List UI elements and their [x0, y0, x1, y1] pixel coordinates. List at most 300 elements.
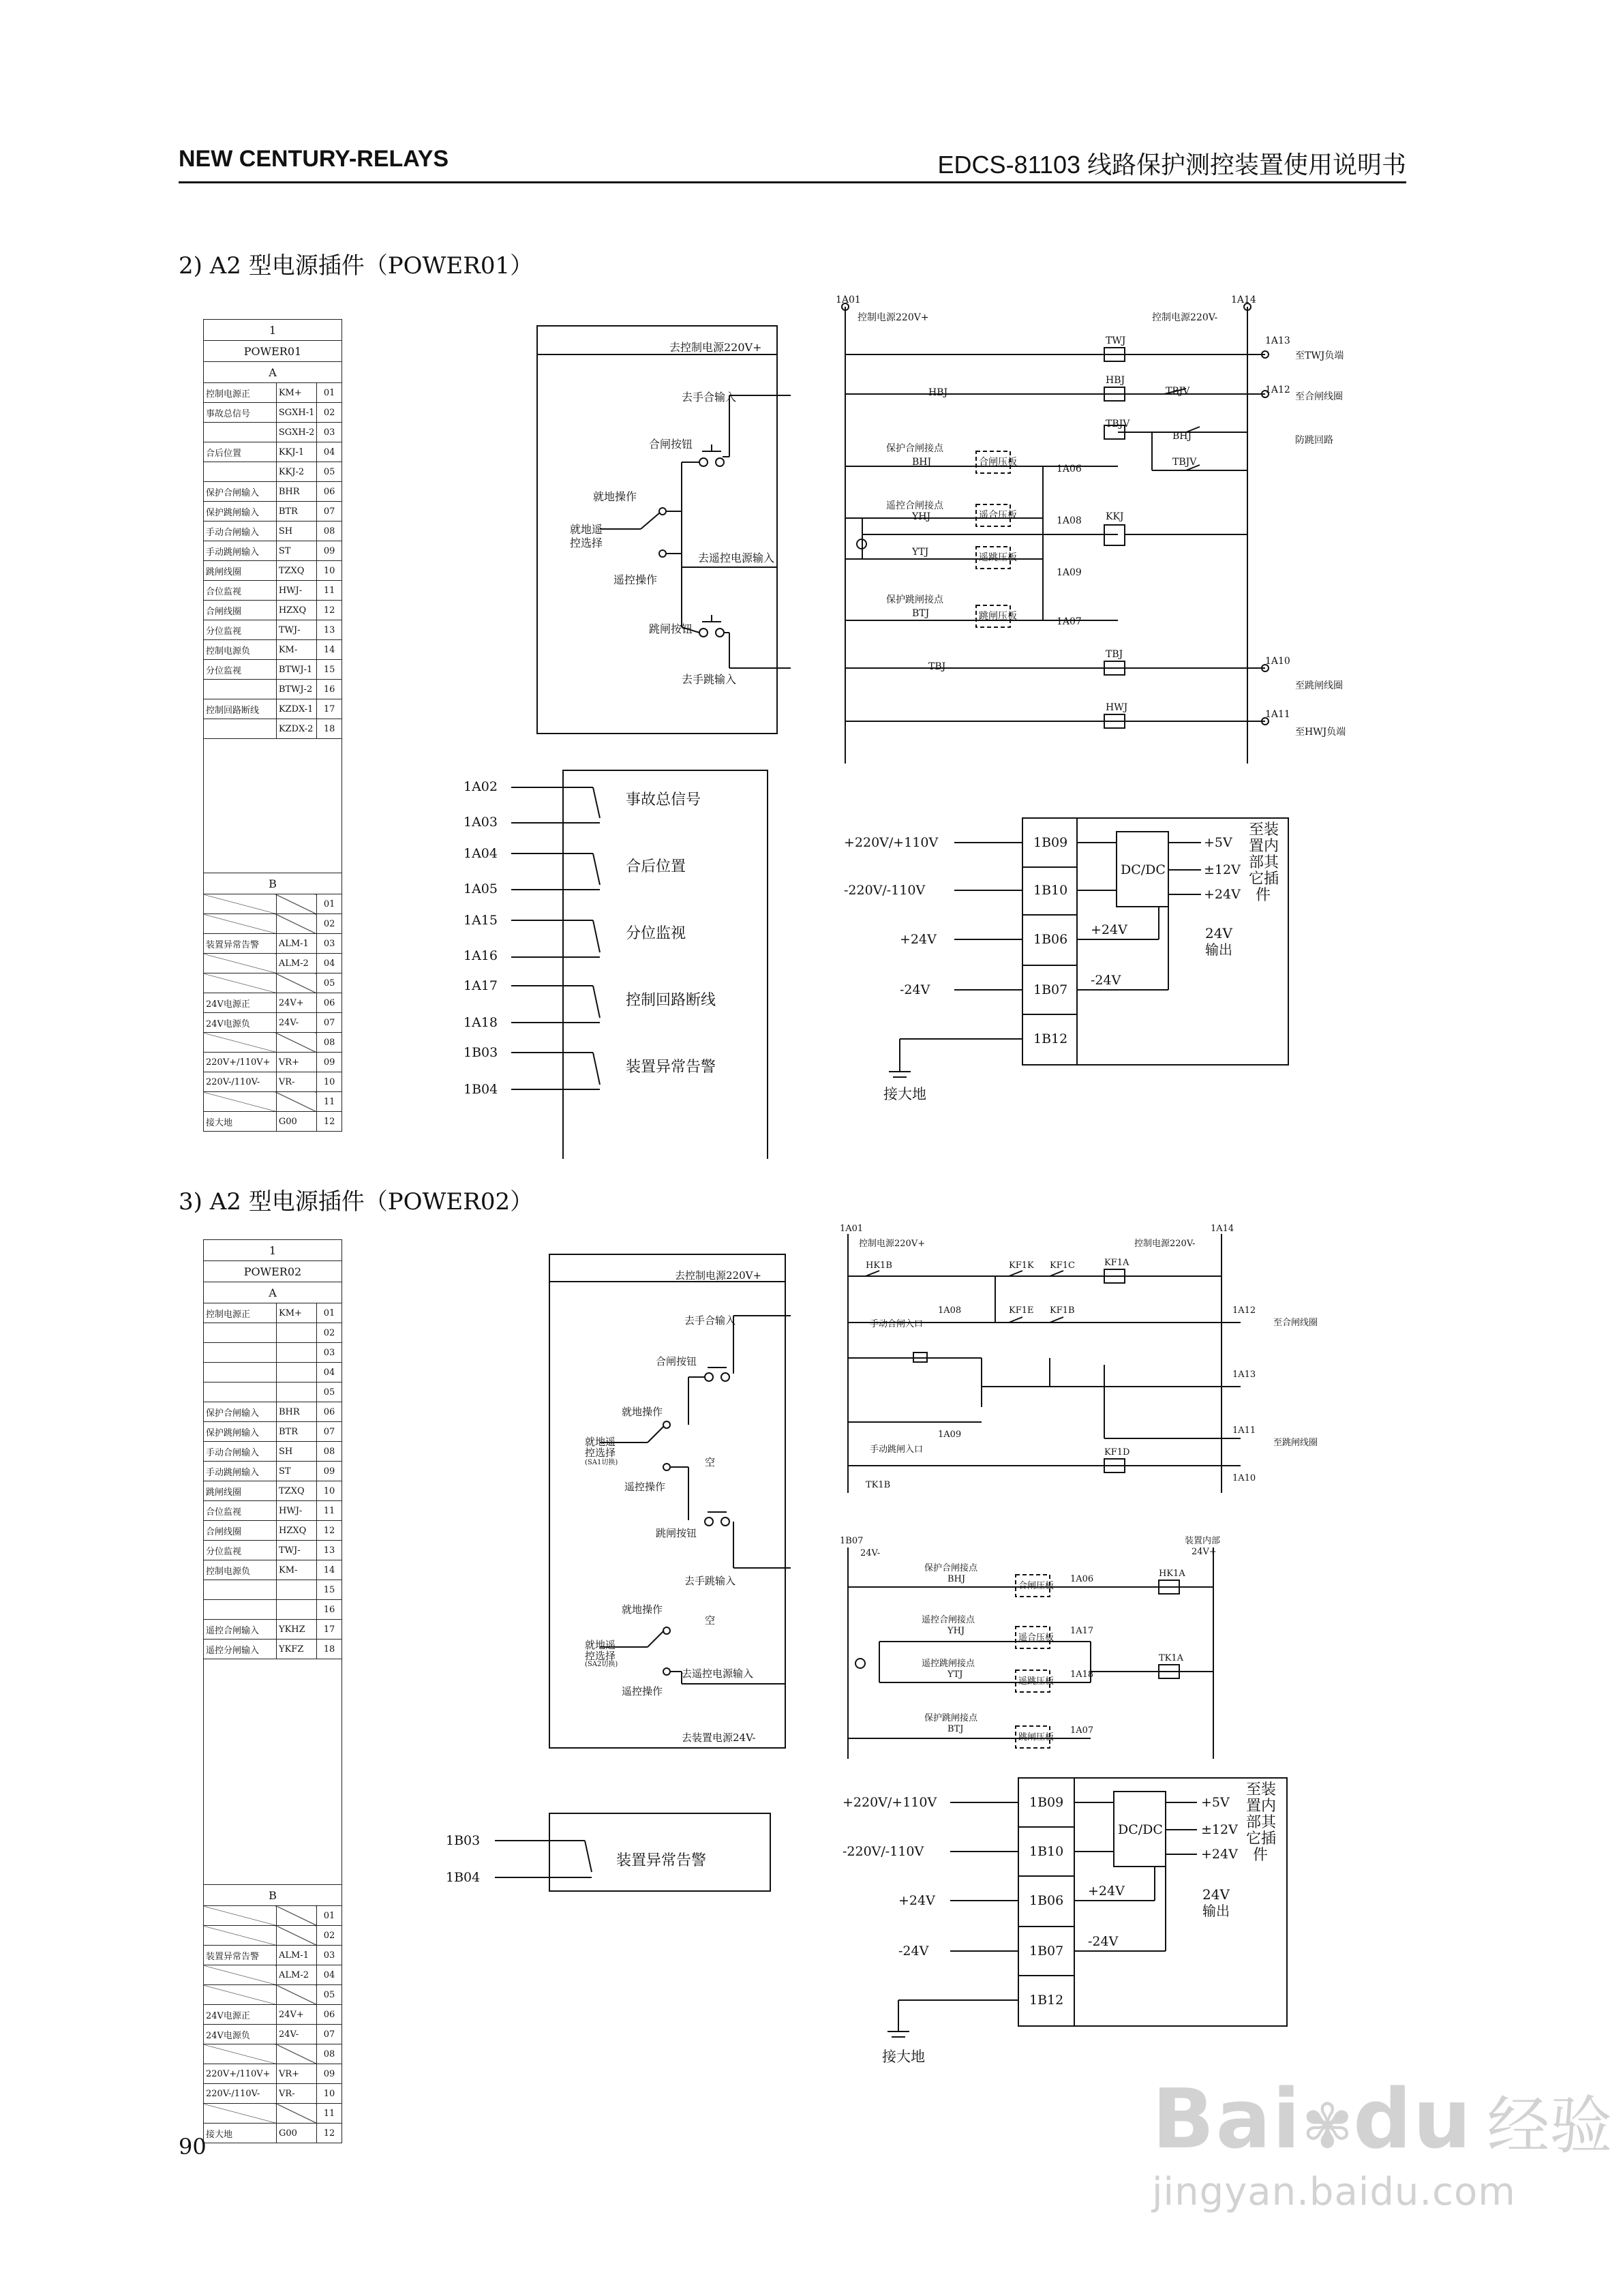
- control-circuit-1: [842, 303, 1269, 764]
- row-num: 09: [317, 1462, 342, 1481]
- row-num: 03: [317, 934, 342, 954]
- row-num: 10: [317, 1481, 342, 1501]
- svg-text:遥控合闸接点: 遥控合闸接点: [886, 500, 943, 511]
- svg-text:置内: 置内: [1246, 1798, 1277, 1815]
- svg-text:1A06: 1A06: [1057, 464, 1082, 474]
- row-desc: 控制电源正: [204, 1303, 277, 1323]
- svg-text:1B10: 1B10: [1033, 883, 1068, 898]
- row-num: 04: [317, 1965, 342, 1985]
- svg-text:1A12: 1A12: [1265, 384, 1290, 395]
- svg-text:去遥控电源输入: 去遥控电源输入: [682, 1667, 754, 1680]
- row-desc: 控制电源正: [204, 383, 277, 403]
- row-num: 07: [317, 1422, 342, 1442]
- row-num: 05: [317, 1985, 342, 2005]
- row-num: 02: [317, 403, 342, 423]
- row-num: 12: [317, 1521, 342, 1541]
- svg-text:控选择: 控选择: [570, 537, 603, 549]
- header-rule: [179, 181, 1406, 183]
- row-desc: 保护合闸输入: [204, 482, 277, 502]
- svg-text:至HWJ负端: 至HWJ负端: [1295, 727, 1346, 738]
- table-name: POWER01: [204, 341, 342, 362]
- row-code: ST: [276, 541, 317, 561]
- group-a: A: [204, 362, 342, 383]
- svg-text:1B10: 1B10: [1029, 1844, 1064, 1859]
- row-code: TWJ-: [276, 620, 317, 640]
- svg-text:控选择: 控选择: [585, 1447, 616, 1459]
- svg-text:至TWJ负端: 至TWJ负端: [1295, 350, 1344, 361]
- svg-text:1A01: 1A01: [840, 1224, 864, 1234]
- svg-text:至跳闸线圈: 至跳闸线圈: [1273, 1438, 1318, 1448]
- row-num: 13: [317, 1541, 342, 1560]
- svg-text:TK1A: TK1A: [1159, 1653, 1184, 1663]
- page-number: 90: [179, 2134, 207, 2160]
- svg-text:-220V/-110V: -220V/-110V: [843, 1844, 924, 1859]
- svg-text:+24V: +24V: [898, 1893, 935, 1908]
- svg-text:+24V: +24V: [1088, 1884, 1125, 1899]
- group-b: B: [204, 873, 342, 894]
- row-code: KZDX-2: [276, 719, 317, 739]
- row-num: 01: [317, 383, 342, 403]
- svg-text:±12V: ±12V: [1201, 1822, 1238, 1837]
- svg-text:装置异常告警: 装置异常告警: [626, 1059, 716, 1076]
- row-code: 24V-: [276, 1013, 317, 1033]
- svg-text:保护合闸接点: 保护合闸接点: [924, 1563, 978, 1573]
- svg-text:防跳回路: 防跳回路: [1295, 435, 1333, 446]
- svg-text:置内: 置内: [1249, 838, 1279, 855]
- row-num: 05: [317, 1383, 342, 1402]
- row-code: ALM-1: [276, 934, 317, 954]
- svg-text:至合闸线圈: 至合闸线圈: [1295, 391, 1343, 402]
- row-num: 14: [317, 640, 342, 660]
- svg-text:遥合压板: 遥合压板: [979, 510, 1017, 521]
- row-code: ST: [277, 1462, 317, 1481]
- svg-text:±12V: ±12V: [1204, 862, 1241, 877]
- svg-text:去手合输入: 去手合输入: [682, 391, 737, 404]
- row-num: 15: [317, 1580, 342, 1600]
- svg-text:去控制电源220V+: 去控制电源220V+: [675, 1269, 762, 1282]
- row-code: KKJ-1: [276, 442, 317, 462]
- pin: 1B03: [446, 1833, 481, 1848]
- svg-text:-24V: -24V: [900, 982, 930, 997]
- svg-text:装置异常告警: 装置异常告警: [616, 1852, 707, 1869]
- section-2-diagrams: [0, 273, 1623, 1159]
- svg-text:+5V: +5V: [1204, 835, 1232, 850]
- row-desc: 220V-/110V-: [204, 2084, 277, 2104]
- baidu-watermark: [1152, 2072, 1612, 2214]
- row-desc: 接大地: [204, 2124, 277, 2143]
- svg-text:遥控合闸接点: 遥控合闸接点: [922, 1615, 975, 1625]
- watermark-logo: Bai: [1152, 2072, 1302, 2167]
- svg-text:就地操作: 就地操作: [593, 490, 637, 503]
- row-code: KM+: [276, 383, 317, 403]
- row-desc: 合闸线圈: [204, 1521, 277, 1541]
- svg-text:+24V: +24V: [900, 932, 937, 947]
- svg-text:TWJ: TWJ: [1106, 335, 1126, 346]
- svg-text:KF1B: KF1B: [1050, 1305, 1075, 1316]
- pin: 1A02: [464, 779, 498, 794]
- svg-text:1B09: 1B09: [1029, 1795, 1064, 1810]
- svg-text:HK1B: HK1B: [866, 1260, 892, 1271]
- row-code: BHR: [276, 482, 317, 502]
- svg-text:至跳闸线圈: 至跳闸线圈: [1295, 680, 1343, 691]
- row-num: 06: [317, 993, 342, 1013]
- pin: 1B04: [446, 1870, 481, 1885]
- svg-text:去控制电源220V+: 去控制电源220V+: [669, 341, 762, 354]
- svg-text:TBJ: TBJ: [1106, 649, 1123, 660]
- svg-text:-24V: -24V: [898, 1944, 929, 1959]
- svg-text:HWJ: HWJ: [1106, 702, 1128, 713]
- svg-text:+24V: +24V: [1091, 922, 1127, 937]
- svg-text:KF1E: KF1E: [1009, 1305, 1034, 1316]
- header-left: NEW CENTURY-RELAYS: [179, 146, 449, 172]
- row-num: 09: [317, 1053, 342, 1072]
- svg-text:1A17: 1A17: [1070, 1626, 1094, 1636]
- svg-text:1A11: 1A11: [1232, 1425, 1256, 1436]
- table-row: [204, 2124, 342, 2143]
- svg-text:接大地: 接大地: [882, 2049, 925, 2065]
- row-code: KZDX-1: [276, 699, 317, 719]
- pin: 1A04: [464, 846, 498, 861]
- section-3-title: 3) A2 型电源插件（POWER02）: [179, 1188, 534, 1215]
- row-desc: 合位监视: [204, 1501, 277, 1521]
- svg-text:部其: 部其: [1246, 1814, 1277, 1831]
- svg-text:(SA2切换): (SA2切换): [585, 1661, 618, 1668]
- svg-text:1B09: 1B09: [1033, 835, 1068, 850]
- row-num: 10: [317, 2084, 342, 2104]
- svg-text:1A10: 1A10: [1265, 656, 1290, 667]
- row-num: 06: [317, 482, 342, 502]
- svg-text:合闸按钮: 合闸按钮: [649, 438, 693, 451]
- section-2-title: 2) A2 型电源插件（POWER01）: [179, 252, 534, 280]
- row-num: 04: [317, 954, 342, 973]
- row-desc: 控制电源负: [204, 640, 277, 660]
- row-num: 02: [317, 1323, 342, 1343]
- svg-text:(SA1切换): (SA1切换): [585, 1459, 618, 1466]
- svg-text:+24V: +24V: [1201, 1847, 1238, 1862]
- row-num: 10: [317, 561, 342, 581]
- svg-text:TBJV: TBJV: [1172, 457, 1197, 468]
- row-num: 12: [317, 2124, 342, 2143]
- svg-text:1A14: 1A14: [1211, 1224, 1234, 1234]
- row-num: 07: [317, 1013, 342, 1033]
- svg-text:手动跳闸入口: 手动跳闸入口: [870, 1445, 924, 1455]
- svg-text:YTJ: YTJ: [912, 547, 929, 558]
- svg-text:-220V/-110V: -220V/-110V: [844, 883, 926, 898]
- svg-text:-24V: -24V: [1088, 1934, 1119, 1949]
- svg-text:+5V: +5V: [1201, 1795, 1230, 1810]
- row-num: 07: [317, 502, 342, 522]
- svg-text:1A10: 1A10: [1232, 1473, 1256, 1483]
- svg-text:去装置电源24V-: 去装置电源24V-: [682, 1732, 756, 1744]
- svg-text:1A11: 1A11: [1265, 709, 1290, 720]
- row-desc: 装置异常告警: [204, 934, 277, 954]
- svg-text:遥合压板: 遥合压板: [1018, 1633, 1055, 1643]
- pin: 1A17: [464, 978, 498, 993]
- row-code: TZXQ: [276, 561, 317, 581]
- svg-text:+220V/+110V: +220V/+110V: [843, 1795, 937, 1810]
- row-desc: 遥控分闸输入: [204, 1640, 277, 1659]
- row-code: VR-: [277, 2084, 317, 2104]
- svg-text:去遥控电源输入: 去遥控电源输入: [698, 552, 775, 564]
- svg-text:BHJ: BHJ: [912, 457, 932, 468]
- svg-text:遥控跳闸接点: 遥控跳闸接点: [922, 1659, 975, 1669]
- svg-text:就地遥: 就地遥: [585, 1436, 616, 1448]
- svg-text:遥跳压板: 遥跳压板: [979, 552, 1017, 563]
- watermark-cn: 经验: [1487, 2089, 1613, 2162]
- row-desc: 合闸线圈: [204, 601, 277, 620]
- row-num: 03: [317, 1343, 342, 1363]
- svg-text:去手合输入: 去手合输入: [684, 1314, 736, 1327]
- row-num: 08: [317, 522, 342, 541]
- row-num: 04: [317, 442, 342, 462]
- row-desc: 保护合闸输入: [204, 1402, 277, 1422]
- svg-text:合闸压板: 合闸压板: [979, 457, 1017, 468]
- row-desc: 装置异常告警: [204, 1946, 277, 1965]
- row-code: SH: [276, 522, 317, 541]
- row-desc: [204, 2104, 277, 2124]
- row-num: 01: [317, 1303, 342, 1323]
- row-code: BTWJ-2: [276, 680, 317, 699]
- svg-text:1A08: 1A08: [1057, 515, 1082, 526]
- row-desc: 合后位置: [204, 442, 277, 462]
- row-desc: 24V电源负: [204, 2025, 277, 2044]
- row-code: HZXQ: [276, 601, 317, 620]
- svg-text:1A06: 1A06: [1070, 1574, 1094, 1584]
- row-code: VR-: [276, 1072, 317, 1092]
- row-code: YKHZ: [277, 1620, 317, 1640]
- row-desc: 220V+/110V+: [204, 2064, 277, 2084]
- row-num: 02: [317, 1926, 342, 1946]
- svg-text:1B07: 1B07: [1033, 982, 1068, 997]
- svg-text:+24V: +24V: [1204, 887, 1241, 902]
- svg-text:空: 空: [705, 1456, 716, 1468]
- svg-text:HBJ: HBJ: [1106, 375, 1125, 386]
- paw-icon: ✾: [1301, 2091, 1353, 2162]
- row-code: HWJ-: [276, 581, 317, 601]
- pin: 1A05: [464, 881, 498, 896]
- row-desc: 220V+/110V+: [204, 1053, 277, 1072]
- svg-text:跳闸按钮: 跳闸按钮: [649, 622, 693, 635]
- row-code: 24V-: [277, 2025, 317, 2044]
- svg-text:空: 空: [705, 1614, 716, 1627]
- row-code: G00: [276, 1112, 317, 1132]
- row-code: ALM-2: [277, 1965, 317, 1985]
- row-num: 18: [317, 1640, 342, 1659]
- svg-text:1A13: 1A13: [1265, 335, 1290, 346]
- table-row: [204, 2104, 342, 2124]
- svg-text:1B12: 1B12: [1029, 1993, 1064, 2008]
- row-num: 03: [317, 423, 342, 442]
- svg-text:1A07: 1A07: [1070, 1725, 1094, 1736]
- svg-text:控选择: 控选择: [585, 1650, 616, 1662]
- svg-text:输出: 输出: [1202, 1903, 1230, 1919]
- row-desc: 手动合闸输入: [204, 522, 277, 541]
- row-num: 03: [317, 1946, 342, 1965]
- svg-text:手动合闸入口: 手动合闸入口: [870, 1319, 924, 1329]
- row-desc: 分位监视: [204, 1541, 277, 1560]
- svg-text:就地遥: 就地遥: [570, 523, 603, 536]
- row-desc: 220V-/110V-: [204, 1072, 277, 1092]
- svg-text:1B07: 1B07: [1029, 1944, 1064, 1959]
- row-desc: 分位监视: [204, 660, 277, 680]
- svg-text:YHJ: YHJ: [912, 511, 931, 522]
- svg-text:至合闸线圈: 至合闸线圈: [1273, 1318, 1318, 1328]
- svg-text:控制电源220V-: 控制电源220V-: [1134, 1239, 1196, 1249]
- svg-text:YTJ: YTJ: [947, 1670, 963, 1680]
- row-num: 16: [317, 1600, 342, 1620]
- row-desc: 24V电源正: [204, 2005, 277, 2025]
- row-num: 11: [317, 581, 342, 601]
- row-num: 07: [317, 2025, 342, 2044]
- row-code: VR+: [277, 2064, 317, 2084]
- svg-text:TK1B: TK1B: [866, 1480, 891, 1490]
- row-desc: 分位监视: [204, 620, 277, 640]
- row-code: BTR: [277, 1422, 317, 1442]
- group-b: B: [204, 1885, 342, 1906]
- row-code: SH: [277, 1442, 317, 1462]
- svg-text:DC/DC: DC/DC: [1121, 862, 1166, 877]
- svg-text:1A14: 1A14: [1231, 294, 1256, 305]
- svg-text:控制电源220V+: 控制电源220V+: [858, 312, 929, 323]
- row-desc: 控制电源负: [204, 1560, 277, 1580]
- svg-text:1B12: 1B12: [1033, 1031, 1068, 1046]
- row-desc: 保护跳闸输入: [204, 1422, 277, 1442]
- svg-text:TBJV: TBJV: [1166, 386, 1190, 397]
- svg-text:跳闸压板: 跳闸压板: [1018, 1732, 1055, 1742]
- row-desc: 保护跳闸输入: [204, 502, 277, 522]
- row-num: 18: [317, 719, 342, 739]
- row-code: BTR: [276, 502, 317, 522]
- svg-text:BHJ: BHJ: [947, 1574, 966, 1584]
- row-num: 13: [317, 620, 342, 640]
- svg-text:1B06: 1B06: [1029, 1893, 1064, 1908]
- svg-text:遥控操作: 遥控操作: [624, 1481, 666, 1493]
- row-num: 11: [317, 2104, 342, 2124]
- svg-text:件: 件: [1253, 1847, 1269, 1864]
- row-num: 17: [317, 1620, 342, 1640]
- row-desc: 手动跳闸输入: [204, 1462, 277, 1481]
- row-code: YKFZ: [277, 1640, 317, 1659]
- row-desc: 24V电源正: [204, 993, 277, 1013]
- row-code: ALM-2: [276, 954, 317, 973]
- row-code: KM-: [276, 640, 317, 660]
- watermark-logo2: du: [1353, 2072, 1473, 2167]
- row-code: BTWJ-1: [276, 660, 317, 680]
- svg-text:24V: 24V: [1202, 1886, 1230, 1903]
- row-code: SGXH-2: [276, 423, 317, 442]
- row-code: 24V+: [276, 993, 317, 1013]
- pin: 1A18: [464, 1015, 498, 1030]
- svg-text:1A12: 1A12: [1232, 1305, 1256, 1316]
- svg-text:YHJ: YHJ: [947, 1626, 965, 1636]
- pin: 1A16: [464, 948, 498, 963]
- row-num: 14: [317, 1560, 342, 1580]
- row-desc: 手动合闸输入: [204, 1442, 277, 1462]
- row-num: 06: [317, 1402, 342, 1422]
- row-code: [277, 2104, 317, 2124]
- svg-text:遥控操作: 遥控操作: [613, 573, 658, 586]
- row-num: 12: [317, 1112, 342, 1132]
- svg-text:1A09: 1A09: [938, 1430, 962, 1440]
- svg-text:去手跳输入: 去手跳输入: [684, 1575, 736, 1587]
- svg-text:TBJ: TBJ: [928, 661, 946, 672]
- svg-text:1A09: 1A09: [1057, 567, 1082, 578]
- row-desc: 跳闸线圈: [204, 561, 277, 581]
- svg-text:24V-: 24V-: [860, 1548, 881, 1558]
- svg-text:遥跳压板: 遥跳压板: [1018, 1676, 1055, 1687]
- svg-text:1A01: 1A01: [836, 294, 861, 305]
- svg-text:BHJ: BHJ: [1172, 431, 1192, 442]
- svg-text:TBJV: TBJV: [1106, 419, 1130, 429]
- row-code: KM-: [277, 1560, 317, 1580]
- row-num: 11: [317, 1092, 342, 1112]
- row-code: KM+: [277, 1303, 317, 1323]
- pin: 1A03: [464, 815, 498, 830]
- svg-text:1B07: 1B07: [840, 1536, 864, 1546]
- svg-text:接大地: 接大地: [883, 1086, 926, 1102]
- row-num: 06: [317, 2005, 342, 2025]
- table-col: 1: [204, 1240, 342, 1261]
- row-num: 12: [317, 601, 342, 620]
- svg-text:KF1C: KF1C: [1050, 1260, 1075, 1271]
- row-desc: 遥控合闸输入: [204, 1620, 277, 1640]
- pin: 1B04: [464, 1082, 498, 1097]
- svg-text:件: 件: [1256, 887, 1271, 904]
- svg-text:1A13: 1A13: [1232, 1370, 1256, 1380]
- svg-text:装置内部: 装置内部: [1185, 1536, 1221, 1546]
- section-3-diagrams: [0, 1213, 1623, 2100]
- row-num: 05: [317, 973, 342, 993]
- row-num: 17: [317, 699, 342, 719]
- row-num: 01: [317, 894, 342, 914]
- row-num: 10: [317, 1072, 342, 1092]
- svg-text:分位监视: 分位监视: [626, 925, 686, 942]
- svg-text:部其: 部其: [1249, 854, 1279, 871]
- svg-text:合闸按钮: 合闸按钮: [656, 1355, 697, 1368]
- row-num: 16: [317, 680, 342, 699]
- row-num: 09: [317, 541, 342, 561]
- svg-text:控制回路断线: 控制回路断线: [626, 992, 716, 1009]
- svg-text:合闸压板: 合闸压板: [1018, 1581, 1055, 1591]
- svg-text:KF1K: KF1K: [1009, 1260, 1034, 1271]
- row-code: TZXQ: [277, 1481, 317, 1501]
- svg-text:+220V/+110V: +220V/+110V: [844, 835, 939, 850]
- row-desc: 事故总信号: [204, 403, 277, 423]
- svg-text:-24V: -24V: [1091, 973, 1121, 988]
- watermark-url: jingyan.baidu.com: [1152, 2170, 1516, 2214]
- row-code: 24V+: [277, 2005, 317, 2025]
- svg-text:24V: 24V: [1205, 925, 1232, 941]
- svg-text:就地操作: 就地操作: [622, 1603, 663, 1616]
- row-code: SGXH-1: [276, 403, 317, 423]
- signal-contacts-1: [511, 770, 768, 1159]
- row-num: 11: [317, 1501, 342, 1521]
- row-code: ALM-1: [277, 1946, 317, 1965]
- row-code: BHR: [277, 1402, 317, 1422]
- row-num: 02: [317, 914, 342, 934]
- row-desc: 合位监视: [204, 581, 277, 601]
- svg-text:去手跳输入: 去手跳输入: [682, 673, 737, 686]
- svg-text:KF1A: KF1A: [1104, 1258, 1129, 1268]
- svg-text:至装: 至装: [1249, 821, 1279, 839]
- row-code: G00: [277, 2124, 317, 2143]
- svg-text:1A18: 1A18: [1070, 1670, 1094, 1680]
- svg-text:至装: 至装: [1246, 1781, 1277, 1798]
- svg-text:24V+: 24V+: [1192, 1547, 1217, 1557]
- row-num: 09: [317, 2064, 342, 2084]
- svg-text:就地操作: 就地操作: [622, 1406, 663, 1418]
- svg-text:1A08: 1A08: [938, 1305, 962, 1316]
